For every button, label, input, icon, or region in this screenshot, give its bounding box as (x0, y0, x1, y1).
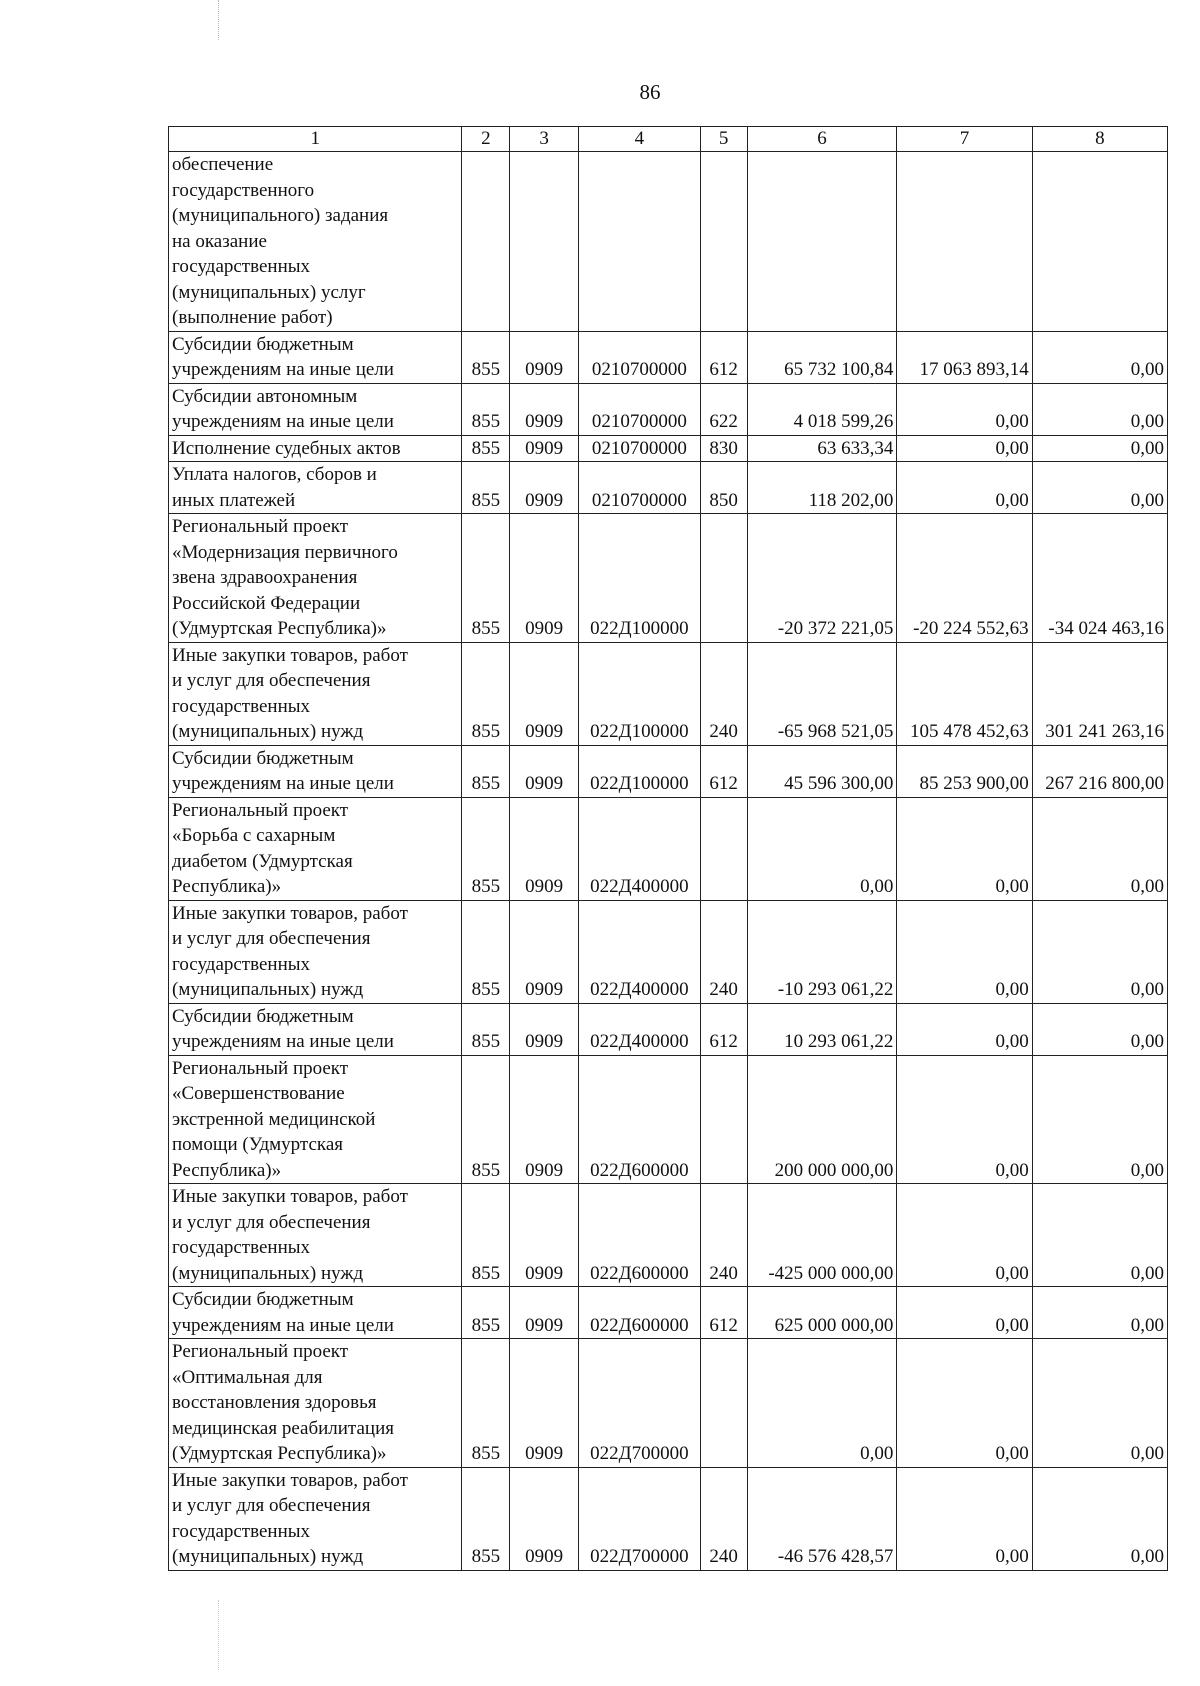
cell-ministry-code: 855 (462, 1184, 510, 1287)
column-header-8: 8 (1032, 127, 1167, 152)
table-row (169, 1055, 1168, 1184)
cell-target-article: 022Д400000 (578, 900, 700, 1003)
cell-amount-col6: 45 596 300,00 (747, 745, 897, 797)
cell-target-article: 022Д100000 (578, 745, 700, 797)
table-row (169, 152, 1168, 332)
cell-description: обеспечение государственного (муниципального) задания на оказание государственных (муниципальных) услуг (выполнение работ) (169, 152, 462, 332)
cell-description: Исполнение судебных актов (169, 435, 462, 462)
table-row (169, 1339, 1168, 1468)
table-row (169, 514, 1168, 643)
cell-target-article: 022Д700000 (578, 1467, 700, 1570)
column-header-1: 1 (169, 127, 462, 152)
cell-amount-col6: 4 018 599,26 (747, 383, 897, 435)
table-body (169, 152, 1168, 1571)
cell-amount-col7: -20 224 552,63 (897, 514, 1032, 643)
cell-expense-type: 612 (700, 745, 747, 797)
cell-amount-col7: 0,00 (897, 900, 1032, 1003)
column-header-4: 4 (578, 127, 700, 152)
table-row (169, 900, 1168, 1003)
cell-amount-col8: 0,00 (1032, 900, 1167, 1003)
cell-section-code: 0909 (510, 1287, 579, 1339)
cell-ministry-code: 855 (462, 1055, 510, 1184)
cell-amount-col6: -425 000 000,00 (747, 1184, 897, 1287)
cell-ministry-code: 855 (462, 462, 510, 514)
cell-amount-col7: 0,00 (897, 1184, 1032, 1287)
cell-expense-type: 850 (700, 462, 747, 514)
cell-target-article: 022Д700000 (578, 1339, 700, 1468)
cell-section-code: 0909 (510, 642, 579, 745)
cell-section-code: 0909 (510, 900, 579, 1003)
table-row (169, 383, 1168, 435)
cell-amount-col6: 625 000 000,00 (747, 1287, 897, 1339)
cell-target-article: 022Д100000 (578, 514, 700, 643)
table-row (169, 435, 1168, 462)
cell-target-article: 0210700000 (578, 462, 700, 514)
cell-expense-type: 622 (700, 383, 747, 435)
budget-table (168, 126, 1168, 1571)
column-header-6: 6 (747, 127, 897, 152)
cell-amount-col7: 0,00 (897, 1003, 1032, 1055)
cell-section-code: 0909 (510, 797, 579, 900)
column-header-3: 3 (510, 127, 579, 152)
cell-description: Субсидии бюджетным учреждениям на иные цели (169, 1287, 462, 1339)
cell-amount-col6 (747, 152, 897, 332)
cell-amount-col8: 0,00 (1032, 383, 1167, 435)
cell-amount-col7: 0,00 (897, 1339, 1032, 1468)
cell-section-code: 0909 (510, 383, 579, 435)
cell-amount-col6: 10 293 061,22 (747, 1003, 897, 1055)
cell-amount-col7: 85 253 900,00 (897, 745, 1032, 797)
cell-description: Субсидии автономным учреждениям на иные цели (169, 383, 462, 435)
cell-description: Иные закупки товаров, работ и услуг для обеспечения государственных (муниципальных) нужд (169, 1184, 462, 1287)
cell-ministry-code: 855 (462, 383, 510, 435)
cell-amount-col8: 0,00 (1032, 1339, 1167, 1468)
cell-section-code: 0909 (510, 462, 579, 514)
cell-amount-col6: -10 293 061,22 (747, 900, 897, 1003)
table-row (169, 1003, 1168, 1055)
cell-description: Субсидии бюджетным учреждениям на иные цели (169, 745, 462, 797)
cell-description: Иные закупки товаров, работ и услуг для обеспечения государственных (муниципальных) нужд (169, 642, 462, 745)
cell-amount-col8: 301 241 263,16 (1032, 642, 1167, 745)
cell-description: Субсидии бюджетным учреждениям на иные цели (169, 331, 462, 383)
cell-amount-col6: -65 968 521,05 (747, 642, 897, 745)
cell-section-code: 0909 (510, 1003, 579, 1055)
cell-amount-col8: 0,00 (1032, 797, 1167, 900)
cell-amount-col6: 0,00 (747, 797, 897, 900)
cell-expense-type: 240 (700, 642, 747, 745)
cell-amount-col8: 0,00 (1032, 331, 1167, 383)
cell-section-code: 0909 (510, 435, 579, 462)
cell-amount-col6: -46 576 428,57 (747, 1467, 897, 1570)
cell-expense-type: 240 (700, 1467, 747, 1570)
cell-amount-col7: 0,00 (897, 462, 1032, 514)
cell-amount-col7: 0,00 (897, 1055, 1032, 1184)
table-row (169, 462, 1168, 514)
cell-ministry-code: 855 (462, 900, 510, 1003)
cell-ministry-code: 855 (462, 1287, 510, 1339)
cell-description: Региональный проект «Борьба с сахарным диабетом (Удмуртская Республика)» (169, 797, 462, 900)
cell-expense-type (700, 514, 747, 643)
cell-amount-col7: 105 478 452,63 (897, 642, 1032, 745)
table-row (169, 797, 1168, 900)
cell-amount-col8: 0,00 (1032, 1287, 1167, 1339)
scan-margin-specks-bottom (218, 1600, 229, 1670)
cell-amount-col8: 0,00 (1032, 1467, 1167, 1570)
cell-amount-col7: 17 063 893,14 (897, 331, 1032, 383)
cell-target-article: 022Д600000 (578, 1287, 700, 1339)
cell-amount-col7: 0,00 (897, 1467, 1032, 1570)
cell-section-code: 0909 (510, 331, 579, 383)
cell-section-code: 0909 (510, 745, 579, 797)
cell-expense-type: 830 (700, 435, 747, 462)
cell-ministry-code: 855 (462, 1467, 510, 1570)
cell-amount-col8: 0,00 (1032, 1003, 1167, 1055)
table-row (169, 1287, 1168, 1339)
cell-expense-type (700, 1339, 747, 1468)
cell-target-article: 022Д600000 (578, 1055, 700, 1184)
cell-ministry-code: 855 (462, 331, 510, 383)
cell-amount-col8: 0,00 (1032, 435, 1167, 462)
cell-amount-col8: 0,00 (1032, 1184, 1167, 1287)
cell-amount-col8: 0,00 (1032, 1055, 1167, 1184)
page-number: 86 (639, 80, 661, 104)
cell-ministry-code: 855 (462, 797, 510, 900)
cell-section-code (510, 152, 579, 332)
cell-description: Региональный проект «Модернизация первичного звена здравоохранения Российской Федерации (Удмуртская Республика)» (169, 514, 462, 643)
cell-amount-col6: -20 372 221,05 (747, 514, 897, 643)
scan-margin-specks (218, 0, 229, 40)
cell-section-code: 0909 (510, 514, 579, 643)
cell-expense-type: 612 (700, 1287, 747, 1339)
cell-target-article: 022Д400000 (578, 797, 700, 900)
table-header-row (169, 127, 1168, 152)
cell-expense-type: 240 (700, 1184, 747, 1287)
cell-ministry-code (462, 152, 510, 332)
cell-target-article: 0210700000 (578, 383, 700, 435)
cell-ministry-code: 855 (462, 514, 510, 643)
cell-amount-col7: 0,00 (897, 435, 1032, 462)
cell-expense-type: 612 (700, 331, 747, 383)
column-header-7: 7 (897, 127, 1032, 152)
cell-amount-col6: 118 202,00 (747, 462, 897, 514)
cell-section-code: 0909 (510, 1055, 579, 1184)
cell-amount-col7 (897, 152, 1032, 332)
cell-target-article (578, 152, 700, 332)
cell-description: Региональный проект «Оптимальная для восстановления здоровья медицинская реабилитация (Удмуртская Республика)» (169, 1339, 462, 1468)
cell-expense-type (700, 1055, 747, 1184)
cell-amount-col6: 200 000 000,00 (747, 1055, 897, 1184)
cell-expense-type (700, 797, 747, 900)
cell-amount-col7: 0,00 (897, 383, 1032, 435)
cell-expense-type: 612 (700, 1003, 747, 1055)
cell-target-article: 0210700000 (578, 331, 700, 383)
cell-amount-col7: 0,00 (897, 797, 1032, 900)
table-row (169, 642, 1168, 745)
cell-target-article: 022Д600000 (578, 1184, 700, 1287)
cell-ministry-code: 855 (462, 745, 510, 797)
cell-amount-col6: 65 732 100,84 (747, 331, 897, 383)
cell-target-article: 0210700000 (578, 435, 700, 462)
table-row (169, 1184, 1168, 1287)
cell-description: Иные закупки товаров, работ и услуг для обеспечения государственных (муниципальных) нужд (169, 1467, 462, 1570)
cell-description: Иные закупки товаров, работ и услуг для обеспечения государственных (муниципальных) нужд (169, 900, 462, 1003)
cell-amount-col8: 0,00 (1032, 462, 1167, 514)
cell-ministry-code: 855 (462, 642, 510, 745)
cell-ministry-code: 855 (462, 435, 510, 462)
cell-amount-col8 (1032, 152, 1167, 332)
cell-amount-col7: 0,00 (897, 1287, 1032, 1339)
cell-ministry-code: 855 (462, 1003, 510, 1055)
cell-description: Субсидии бюджетным учреждениям на иные цели (169, 1003, 462, 1055)
cell-amount-col6: 0,00 (747, 1339, 897, 1468)
cell-section-code: 0909 (510, 1339, 579, 1468)
cell-target-article: 022Д400000 (578, 1003, 700, 1055)
column-header-2: 2 (462, 127, 510, 152)
cell-description: Уплата налогов, сборов и иных платежей (169, 462, 462, 514)
table-row (169, 1467, 1168, 1570)
table-row (169, 745, 1168, 797)
cell-expense-type: 240 (700, 900, 747, 1003)
cell-description: Региональный проект «Совершенствование экстренной медицинской помощи (Удмуртская Республика)» (169, 1055, 462, 1184)
cell-amount-col8: -34 024 463,16 (1032, 514, 1167, 643)
cell-target-article: 022Д100000 (578, 642, 700, 745)
cell-ministry-code: 855 (462, 1339, 510, 1468)
table-row (169, 331, 1168, 383)
cell-amount-col8: 267 216 800,00 (1032, 745, 1167, 797)
cell-section-code: 0909 (510, 1467, 579, 1570)
column-header-5: 5 (700, 127, 747, 152)
cell-expense-type (700, 152, 747, 332)
cell-section-code: 0909 (510, 1184, 579, 1287)
cell-amount-col6: 63 633,34 (747, 435, 897, 462)
